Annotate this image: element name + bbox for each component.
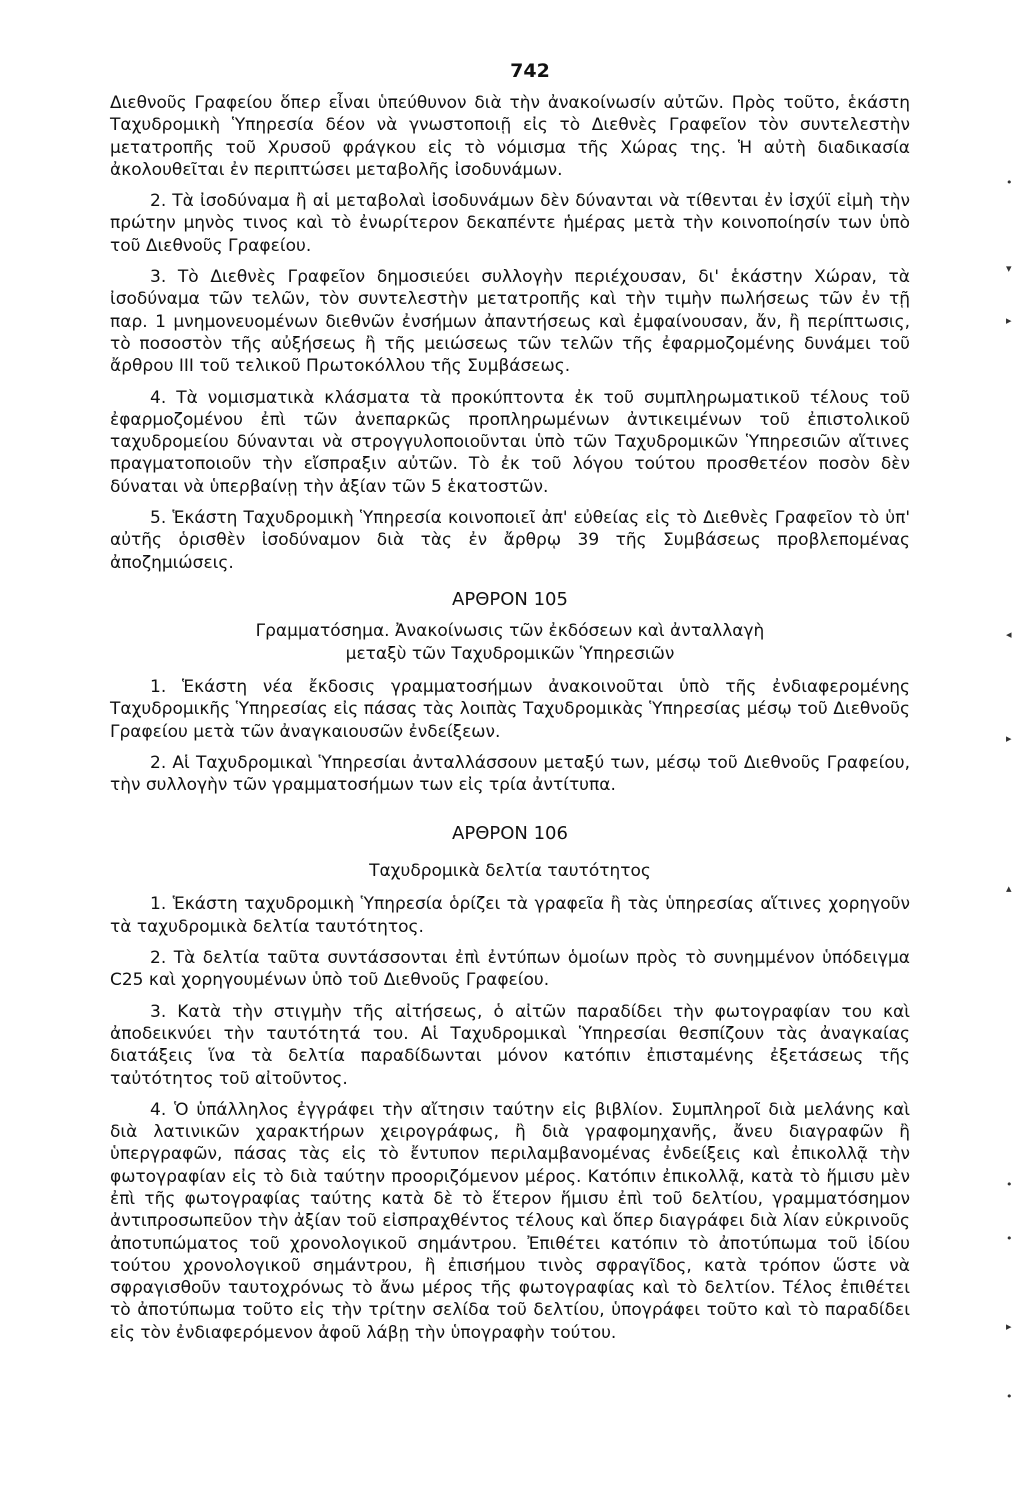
paragraph-105-1: 1. Ἑκάστη νέα ἔκδοσις γραμματοσήμων ἀνακοινοῦται ὑπὸ τῆς ἐνδιαφερομένης Ταχυδρομικῆς Ὑπηρεσίας εἰς πάσας τὰς λοιπὰς Ταχυδρομικὰς Ὑπηρεσίας μέσῳ τοῦ Διεθνοῦς Γραφείου μετὰ τῶν ἀναγκαιουσῶν ἐνδείξεων. — [110, 676, 910, 742]
article-105-title-line1: Γραμματόσημα. Ἀνακοίνωσις τῶν ἐκδόσεων καὶ ἀνταλλαγὴ — [255, 620, 765, 641]
paragraph-104-3: 3. Τὸ Διεθνὲς Γραφεῖον δημοσιεύει συλλογὴν περιέχουσαν, δι' ἑκάστην Χώραν, τὰ ἰσοδύναμα τῶν τελῶν, τὸν συντελεστὴν μετατροπῆς καὶ τὴν τιμὴν πωλήσεως τῶν ἐν τῇ παρ. 1 μνημονευομένων διεθνῶν ἐνσήμων ἀπαντήσεως καὶ ἐμφαίνουσαν, ἄν, ἢ περίπτωσις, τὸ ποσοστὸν τῆς αὐξήσεως ἢ τῆς μειώσεως τῶν τελῶν τῆς ἐφαρμοζομένης δυνάμει τοῦ ἄρθρου III τοῦ τελικοῦ Πρωτοκόλλου τῆς Συμβάσεως. — [110, 267, 910, 377]
paragraph-104-5: 5. Ἑκάστη Ταχυδρομικὴ Ὑπηρεσία κοινοποιεῖ ἀπ' εὐθείας εἰς τὸ Διεθνὲς Γραφεῖον τὸ ὑπ' αὐτῆς ὁρισθὲν ἰσοδύναμον διὰ τὰς ἐν ἄρθρῳ 39 τῆς Συμβάσεως προβλεπομένας ἀποζημιώσεις. — [110, 508, 910, 573]
paragraph-104-4: 4. Τὰ νομισματικὰ κλάσματα τὰ προκύπτοντα ἐκ τοῦ συμπληρωματικοῦ τέλους τοῦ ἐφαρμοζομένου ἐπὶ τῶν ἀνεπαρκῶς προπληρωμένων ἀντικειμένων τοῦ ἐπιστολικοῦ ταχυδρομείου δύνανται νὰ στρογγυλοποιοῦνται ὑπὸ τῶν Ταχυδρομικῶν Ὑπηρεσιῶν αἵτινες πραγματοποιοῦν τὴν εἴσπραξιν αὐτῶν. Τὸ ἐκ τοῦ λόγου τούτου προσθετέον ποσὸν δὲν δύναται νὰ ὑπερβαίνῃ τὴν ἀξίαν τῶν 5 ἑκατοστῶν. — [110, 387, 910, 497]
scan-mark: • — [1006, 1232, 1013, 1245]
article-106-heading: ΑΡΘΡΟΝ 106 — [452, 823, 568, 845]
article-106-title: Ταχυδρομικὰ δελτία ταυτότητος — [369, 861, 651, 882]
paragraph-106-3: 3. Κατὰ τὴν στιγμὴν τῆς αἰτήσεως, ὁ αἰτῶν παραδίδει τὴν φωτογραφίαν του καὶ ἀποδεικνύει τὴν ταυτότητά του. Αἱ Ταχυδρομικαὶ Ὑπηρεσίαι θεσπίζουν τὰς ἀναγκαίας διατάξεις ἵνα τὰ δελτία παραδίδωνται μόνον κατόπιν ἐπισταμένης ἐξετάσεως τῆς ταὐτότητος τοῦ αἰτοῦντος. — [110, 1001, 910, 1089]
paragraph-106-4: 4. Ὁ ὑπάλληλος ἐγγράφει τὴν αἴτησιν ταύτην εἰς βιβλίον. Συμπληροῖ διὰ μελάνης καὶ διὰ λατινικῶν χαρακτήρων χειρογράφως, ἢ διὰ γραφομηχανῆς, ἄνευ διαγραφῶν ἢ ὑπεργραφῶν, πάσας τὰς εἰς τὸ ἔντυπον περιλαμβανομένας ἐνδείξεις καὶ ἐπικολλᾷ τὴν φωτογραφίαν εἰς τὸ διὰ ταύτην προοριζόμενον μέρος. Κατόπιν ἐπικολλᾷ, κατὰ τὸ ἥμισυ μὲν ἐπὶ τῆς φωτογραφίας ταύτης κατὰ δὲ τὸ ἕτερον ἥμισυ ἐπὶ τοῦ δελτίου, γραμματόσημον ἀντιπροσωπεῦον τὴν ἀξίαν τοῦ εἰσπραχθέντος τέλους καὶ ὅπερ διαγράφει διὰ λίαν εὐκρινοῦς ἀποτυπώματος τοῦ χρονολογικοῦ σημάντρου. Ἐπιθέτει κατόπιν τὸ ἀποτύπωμα τοῦ ἰδίου τούτου χρονολογικοῦ σημάντρου, ἢ ἐπισήμου τινὸς σφραγῖδος, κατὰ τρόπον ὥστε νὰ σφραγισθοῦν ταυτοχρόνως τὸ ἄνω μέρος τῆς φωτογραφίας καὶ τὸ δελτίον. Τέλος ἐπιθέτει τὸ ἀποτύπωμα τοῦτο εἰς τὴν τρίτην σελίδα τοῦ δελτίου, ὑπογράφει τοῦτο καὶ τὸ παραδίδει εἰς τὸν ἐνδιαφερόμενον ἀφοῦ λάβῃ τὴν ὑπογραφὴν τούτου. — [110, 1099, 910, 1343]
paragraph-105-2: 2. Αἱ Ταχυδρομικαὶ Ὑπηρεσίαι ἀνταλλάσσουν μεταξύ των, μέσῳ τοῦ Διεθνοῦς Γραφείου, τὴν συλλογὴν τῶν γραμματοσήμων των εἰς τρία ἀντίτυπα. — [110, 752, 910, 796]
paragraph-104-2: 2. Τὰ ἰσοδύναμα ἢ αἱ μεταβολαὶ ἰσοδυνάμων δὲν δύνανται νὰ τίθενται ἐν ἰσχύϊ εἰμὴ τὴν πρώτην μηνὸς τινος καὶ τὸ ἐνωρίτερον δεκαπέντε ἡμέρας μετὰ τὴν κοινοποίησίν των ὑπὸ τοῦ Διεθνοῦς Γραφείου. — [110, 191, 910, 256]
paragraph-106-2: 2. Τὰ δελτία ταῦτα συντάσσονται ἐπὶ ἐντύπων ὁμοίων πρὸς τὸ συνημμένον ὑπόδειγμα C25 καὶ χορηγουμένων ὑπὸ τοῦ Διεθνοῦς Γραφείου. — [110, 948, 910, 991]
scan-mark: • — [1006, 1178, 1013, 1191]
article-105-heading: ΑΡΘΡΟΝ 105 — [452, 588, 568, 610]
scan-mark: ▾ — [1006, 262, 1012, 275]
scan-mark: ▸ — [1006, 1320, 1012, 1333]
scan-mark: ▸ — [1006, 732, 1012, 745]
scan-mark: ◂ — [1006, 628, 1012, 641]
scan-mark: ▸ — [1006, 314, 1012, 327]
scan-mark: • — [1006, 176, 1013, 189]
scan-mark: • — [1006, 1390, 1013, 1403]
paragraph-intro: Διεθνοῦς Γραφείου ὅπερ εἶναι ὑπεύθυνον διὰ τὴν ἀνακοίνωσίν αὐτῶν. Πρὸς τοῦτο, ἑκάστη Ταχυδρομικὴ Ὑπηρεσία δέον νὰ γνωστοποιῇ εἰς τὸ Διεθνὲς Γραφεῖον τὸν συντελεστὴν μετατροπῆς τοῦ Χρυσοῦ φράγκου εἰς τὸ νόμισμα τῆς Χώρας της. Ἡ αὐτὴ διαδικασία ἀκολουθεῖται ἐν περιπτώσει μεταβολῆς ἰσοδυνάμων. — [110, 93, 910, 180]
article-105-title-line2: μεταξὺ τῶν Ταχυδρομικῶν Ὑπηρεσιῶν — [345, 643, 675, 664]
page-number: 742 — [510, 60, 550, 82]
document-page — [110, 60, 910, 1344]
paragraph-106-1: 1. Ἑκάστη ταχυδρομικὴ Ὑπηρεσία ὁρίζει τὰ γραφεῖα ἢ τὰς ὑπηρεσίας αἵτινες χορηγοῦν τὰ ταχυδρομικὰ δελτία ταυτότητος. — [110, 894, 910, 937]
scan-mark: ▴ — [1006, 882, 1012, 895]
